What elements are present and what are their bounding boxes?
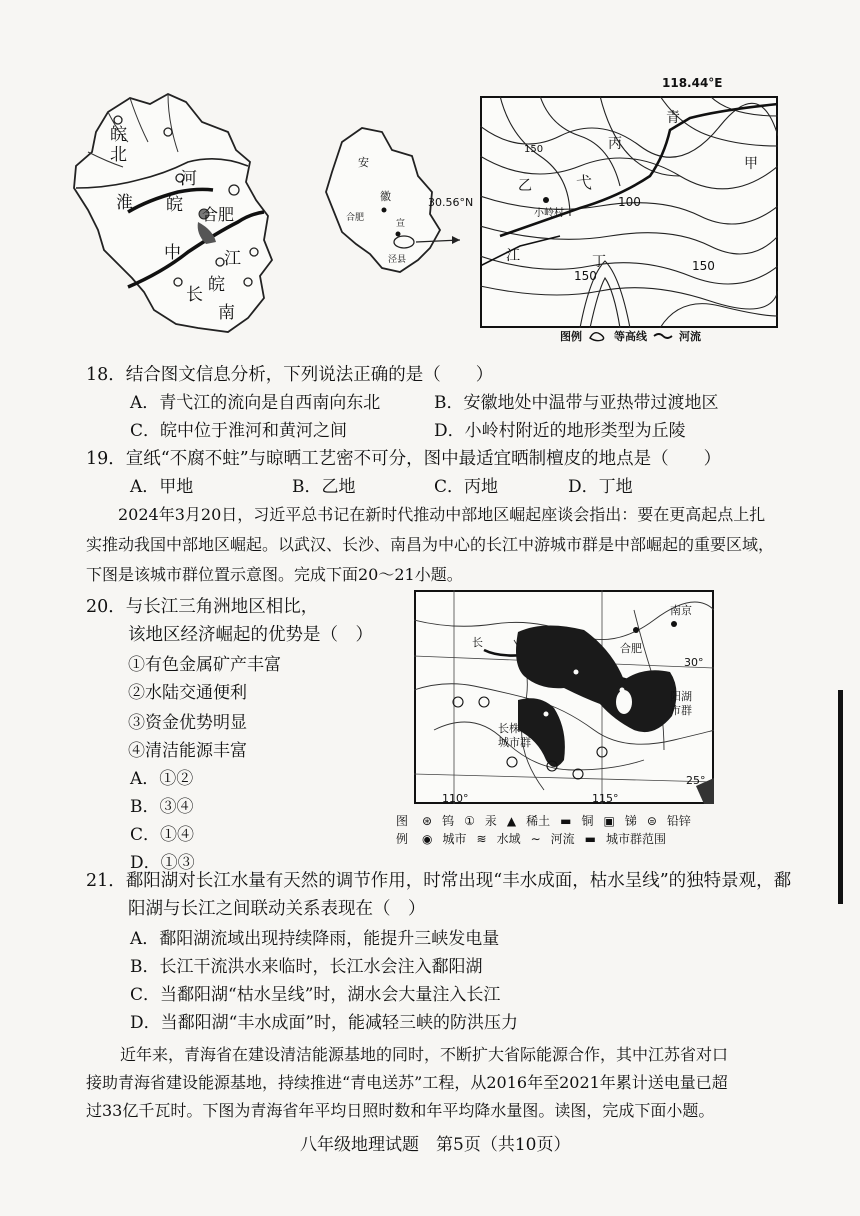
river-legend-icon <box>653 331 673 341</box>
page-footer: 八年级地理试题 第5页（共10页） <box>300 1135 571 1155</box>
topo-coord-top: 118.44°E <box>662 76 723 90</box>
q20-option-d[interactable]: D．①③ <box>130 853 195 873</box>
q20-item-3: ③资金优势明显 <box>128 713 247 733</box>
region-label: 长 <box>186 285 203 305</box>
q21-option-c[interactable]: C．当鄱阳湖“枯水呈线”时，湖水会大量注入长江 <box>130 985 501 1005</box>
region-label: 淮 <box>116 193 133 213</box>
passage-central-rise: 2024年3月20日，习近平总书记在新时代推动中部地区崛起座谈会指出：要在更高起点上扎实推动我国中部地区崛起。以武汉、长沙、南昌为中心的长江中游城市群是中部崛起的重要区域，下图是该城市群位置示意图。完成下面20～21小题。 <box>86 505 775 584</box>
q18-option-d[interactable]: D．小岭村附近的地形类型为丘陵 <box>434 421 686 441</box>
cluster-label-poyang-group: 市群 <box>670 704 692 717</box>
legend-rare-earth: 稀土 <box>526 814 551 828</box>
q19-option-c[interactable]: C．丙地 <box>434 477 499 497</box>
legend-row-features <box>422 830 666 848</box>
cluster-label-changzhutan: 长株 <box>498 722 520 735</box>
place-label-ding: 丁 <box>592 254 606 270</box>
contour-legend-icon <box>588 330 608 342</box>
river-icon: ∼ <box>530 832 541 846</box>
region-label: 南 <box>218 303 235 323</box>
city-icon: ◉ <box>422 832 433 846</box>
q20-stem-line1: 20．与长江三角洲地区相比， <box>86 597 319 617</box>
legend-title: 图例 <box>560 330 582 343</box>
legend-tungsten: 钨 <box>442 814 455 828</box>
lon-label-115: 115° <box>592 792 619 804</box>
city-label: 合肥 <box>202 205 235 224</box>
q19-option-a[interactable]: A．甲地 <box>130 477 194 497</box>
region-label: 河 <box>180 169 197 189</box>
contour-label: 150 <box>574 269 597 283</box>
place-label-qing: 青 <box>666 110 680 126</box>
place-label-bing: 丙 <box>608 136 622 152</box>
contour-label: 150 <box>524 144 544 155</box>
passage-qinghai-line3: 过33亿千瓦时。下图为青海省年平均日照时数和年平均降水量图。读图，完成下面小题。 <box>86 1101 715 1120</box>
region-label: 江 <box>224 249 241 269</box>
legend-row-minerals <box>422 812 691 830</box>
lead-zinc-icon: ⊜ <box>646 814 657 828</box>
q18-option-b[interactable]: B．安徽地处中温带与亚热带过渡地区 <box>434 393 719 413</box>
q18-option-a[interactable]: A．青弋江的流向是自西南向东北 <box>130 393 381 413</box>
anhui-region-map <box>68 92 288 342</box>
contour-label: 100 <box>618 195 641 209</box>
legend-title-2: 例 <box>396 832 409 846</box>
mercury-icon: ① <box>464 814 475 828</box>
lat-label-25: 25° <box>686 774 706 787</box>
q19-option-d[interactable]: D．丁地 <box>568 477 633 497</box>
q21-option-a[interactable]: A．鄱阳湖流域出现持续降雨，能提升三峡发电量 <box>130 929 500 949</box>
q21-option-d[interactable]: D．当鄱阳湖“丰水成面”时，能减轻三峡的防洪压力 <box>130 1013 519 1033</box>
region-label: 中 <box>164 243 181 263</box>
q20-item-1: ①有色金属矿产丰富 <box>128 655 281 675</box>
region-label: 皖 <box>110 125 127 145</box>
q18-stem: 18．结合图文信息分析，下列说法正确的是（ ） <box>86 365 494 385</box>
legend-mercury: 汞 <box>484 814 497 828</box>
legend-river: 河流 <box>550 832 575 846</box>
place-label-jia: 甲 <box>744 156 758 172</box>
legend-river: 河流 <box>679 330 701 343</box>
city-label: 宣 <box>396 219 406 229</box>
legend-lead-zinc: 铅锌 <box>666 814 691 828</box>
passage-qinghai-line2: 接助青海省建设能源基地，持续推进“青电送苏”工程，从2016年至2021年累计送电量已超 <box>86 1073 728 1092</box>
city-cluster-map <box>414 590 714 804</box>
village-label: 小岭村 <box>534 208 564 219</box>
legend-city: 城市 <box>442 832 467 846</box>
city-label-nanjing: 南京 <box>670 604 692 617</box>
q20-option-b[interactable]: B．③④ <box>130 797 194 817</box>
passage-qinghai-line1: 近年来，青海省在建设清洁能源基地的同时，不断扩大省际能源合作，其中江苏省对口 <box>120 1045 729 1064</box>
cluster-range-icon: ▬ <box>584 832 596 846</box>
legend-title-1: 图 <box>396 814 409 828</box>
river-label-jiang: 江 <box>506 248 520 264</box>
q21-stem-line1: 21．鄱阳湖对长江水量有天然的调节作用，时常出现“丰水成面，枯水呈线”的独特景观，鄱 <box>86 871 792 891</box>
region-label: 皖 <box>208 275 225 295</box>
q20-option-c[interactable]: C．①④ <box>130 825 195 845</box>
q19-stem: 19．宣纸“不腐不蛀”与晾晒工艺密不可分，图中最适宜晒制檀皮的地点是（ ） <box>86 449 722 469</box>
legend-contour: 等高线 <box>614 330 647 343</box>
lat-label-30: 30° <box>684 656 704 669</box>
topo-coord-left: 30.56°N <box>428 196 474 209</box>
tungsten-icon: ⊛ <box>422 814 433 828</box>
place-label-yi: 乙 <box>518 178 532 194</box>
antimony-icon: ▣ <box>603 814 615 828</box>
cluster-label-city-group: 城市群 <box>498 736 531 749</box>
place-label-yi-river: 弋 <box>576 173 593 192</box>
q21-stem-line2: 阳湖与长江之间联动关系表现在（ ） <box>128 899 426 919</box>
province-label: 安 <box>358 156 369 169</box>
region-label: 北 <box>110 145 127 165</box>
rare-earth-icon: ▲ <box>506 814 517 828</box>
q19-option-b[interactable]: B．乙地 <box>292 477 356 497</box>
city-label-hefei: 合肥 <box>620 642 642 655</box>
q20-option-a[interactable]: A．①② <box>130 769 194 789</box>
topographic-map <box>480 96 778 328</box>
water-icon: ≋ <box>476 832 487 846</box>
q21-option-b[interactable]: B．长江干流洪水来临时，长江水会注入鄱阳湖 <box>130 957 483 977</box>
q18-option-c[interactable]: C．皖中位于淮河和黄河之间 <box>130 421 348 441</box>
q20-item-2: ②水陆交通便利 <box>128 683 247 703</box>
legend-antimony: 锑 <box>624 814 637 828</box>
copper-icon: ▬ <box>560 814 572 828</box>
legend-water: 水域 <box>496 832 521 846</box>
region-label: 皖 <box>166 195 183 215</box>
q20-item-4: ④清洁能源丰富 <box>128 741 247 761</box>
cluster-label-poyang: 阳湖 <box>670 690 692 703</box>
topo-legend <box>560 328 701 344</box>
contour-label: 150 <box>692 259 715 273</box>
province-label: 徽 <box>380 190 391 203</box>
legend-copper: 铜 <box>581 814 594 828</box>
river-label: 长 <box>472 636 483 649</box>
margin-bar <box>838 690 843 904</box>
legend-cluster-range: 城市群范围 <box>606 832 667 846</box>
city-label: 泾县 <box>388 255 407 265</box>
lon-label-110: 110° <box>442 792 469 804</box>
city-label: 合肥 <box>346 213 365 223</box>
q20-stem-line2: 该地区经济崛起的优势是（ ） <box>128 625 373 645</box>
